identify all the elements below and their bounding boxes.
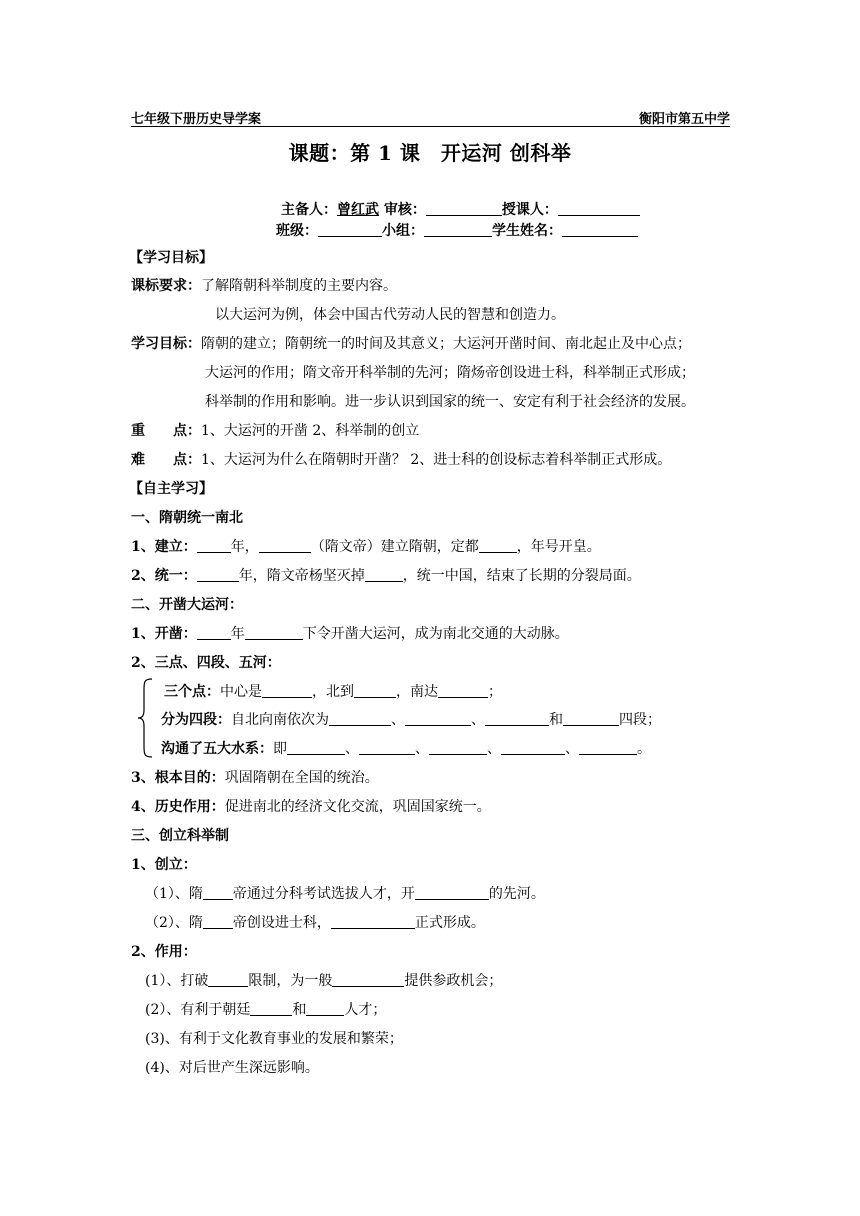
group-label: 小组： (382, 223, 424, 239)
section-3-title: 三、创立科举制 (131, 828, 229, 844)
system-blank[interactable] (331, 914, 415, 929)
effect-item-1-text-a: (1）、打破 (145, 973, 209, 989)
establish-capital-blank[interactable] (479, 538, 517, 553)
goals-text-1: 隋朝的建立；隋朝统一的时间及其意义；大运河开凿时间、南北起止及中心点； (201, 336, 691, 352)
three-points-label: 三个点： (164, 684, 220, 700)
effect-item-1-text-c: 提供参政机会； (404, 973, 503, 989)
requirements-line-1 (131, 277, 397, 295)
separator: 、 (471, 712, 485, 728)
establish-text-b: （隋文帝）建立隋朝，定都 (310, 539, 479, 555)
teacher-label: 授课人： (501, 202, 558, 218)
establish-text-c: ，年号开皇。 (516, 539, 601, 555)
effect-item-3: (3)、有利于文化教育事业的发展和繁荣； (145, 1031, 403, 1047)
header-right: 衡阳市第五中学 (638, 112, 730, 127)
four-segments-end: 四段； (619, 712, 661, 728)
segment-blank-2[interactable] (405, 711, 471, 726)
create-item-2-text-c: 正式形成。 (414, 915, 485, 931)
dig-text-b: 下令开凿大运河，成为南北交通的大动脉。 (302, 626, 569, 642)
preparer-line (281, 201, 640, 219)
header-left: 七年级下册历史导学案 (131, 112, 262, 127)
separator: 、 (565, 741, 579, 757)
establish-label: 1、建立： (131, 539, 197, 555)
and-text: 和 (549, 712, 563, 728)
three-points-text-a: 中心是 (220, 684, 262, 700)
preparer-name: 曾红武 (337, 202, 379, 218)
river-blank-1[interactable] (287, 740, 345, 755)
unify-line (131, 567, 641, 585)
four-segments-line (161, 711, 661, 729)
purpose-label: 3、根本目的： (131, 770, 225, 786)
five-rivers-text-a: 即 (273, 741, 287, 757)
unify-year-blank[interactable] (197, 567, 239, 582)
historical-role-line (131, 798, 491, 816)
five-rivers-end: 。 (637, 741, 651, 757)
three-points-line (164, 683, 502, 701)
unify-label: 2、统一： (131, 568, 197, 584)
dig-year-blank[interactable] (197, 625, 231, 640)
separator: 、 (391, 712, 405, 728)
lesson-title: 课题：第 1 课 开运河 创科举 (288, 141, 572, 165)
create-item-1-text-b: 帝通过分科考试选拔人才，开 (232, 886, 415, 902)
river-blank-5[interactable] (579, 740, 637, 755)
self-study-heading: 【自主学习】 (129, 481, 213, 497)
effect-item-4: (4)、对后世产生深远影响。 (145, 1060, 319, 1076)
separator: 、 (345, 741, 359, 757)
create-label: 1、创立： (131, 857, 197, 873)
class-line (276, 222, 638, 240)
group-blank[interactable] (424, 222, 492, 237)
dig-line (131, 625, 569, 643)
precedent-blank[interactable] (415, 885, 489, 900)
historical-role-text: 促进南北的经济文化交流，巩固国家统一。 (224, 799, 491, 815)
river-blank-4[interactable] (501, 740, 565, 755)
effect-item-1-text-b: 限制，为一般 (248, 973, 333, 989)
create-item-1-text-a: （1）、隋 (145, 886, 203, 902)
goals-line-1 (131, 335, 691, 353)
reviewer-label: 审核： (379, 202, 426, 218)
river-blank-3[interactable] (429, 740, 487, 755)
requirements-label: 课标要求： (131, 278, 201, 294)
people-blank[interactable] (332, 972, 404, 987)
five-rivers-line (161, 740, 651, 758)
goals-line-3: 科举制的作用和影响。进一步认识到国家的统一、安定有利于社会经济的发展。 (205, 394, 695, 410)
restriction-blank[interactable] (208, 972, 248, 987)
effect-item-1 (145, 972, 502, 990)
create-item-2-text-b: 帝创设进士科， (232, 915, 331, 931)
unify-text-b: ，统一中国，结束了长期的分裂局面。 (402, 568, 641, 584)
goals-label: 学习目标： (131, 336, 201, 352)
establish-text-a: 年， (230, 539, 259, 555)
effect-item-2-text-a: (2）、有利于朝廷 (145, 1002, 251, 1018)
requirements-line-2: 以大运河为例，体会中国古代劳动人民的智慧和创造力。 (215, 307, 565, 323)
difficult-points-text: 1、大运河为什么在隋朝时开凿？ 2、进士科的创设标志着科举制正式形成。 (201, 452, 672, 468)
key-points-line (131, 422, 419, 440)
goals-line-2: 大运河的作用；隋文帝开科举制的先河；隋炀帝创设进士科，科举制正式形成； (205, 365, 695, 381)
historical-role-label: 4、历史作用： (131, 799, 225, 815)
north-blank[interactable] (354, 683, 396, 698)
three-four-five-title: 2、三点、四段、五河： (131, 655, 281, 671)
objectives-heading: 【学习目标】 (129, 250, 213, 266)
four-segments-label: 分为四段： (161, 712, 231, 728)
establish-year-blank[interactable] (197, 538, 231, 553)
requirements-text-1: 了解隋朝科举制度的主要内容。 (201, 278, 397, 294)
talent-blank-2[interactable] (306, 1001, 344, 1016)
page-header (131, 108, 730, 127)
effect-item-2-text-c: 人才； (344, 1002, 387, 1018)
unify-state-blank[interactable] (365, 567, 403, 582)
reviewer-blank[interactable] (426, 201, 502, 216)
south-blank[interactable] (438, 683, 488, 698)
create-item-1-text-c: 的先河。 (488, 886, 545, 902)
effect-item-2 (145, 1001, 386, 1019)
segment-blank-4[interactable] (563, 711, 619, 726)
student-blank[interactable] (562, 222, 638, 237)
purpose-line (131, 769, 379, 787)
create-item-1 (145, 885, 545, 903)
three-points-text-b: ，北到 (312, 684, 354, 700)
center-blank[interactable] (262, 683, 312, 698)
create-item-2-text-a: （2）、隋 (145, 915, 203, 931)
key-points-text: 1、大运河的开凿 2、科举制的创立 (201, 423, 420, 439)
section-1-title: 一、隋朝统一南北 (131, 510, 243, 526)
three-points-text-d: ； (488, 684, 502, 700)
four-segments-text-a: 自北向南依次为 (231, 712, 329, 728)
curly-brace-icon (136, 678, 156, 758)
dig-label: 1、开凿： (131, 626, 197, 642)
segment-blank-1[interactable] (329, 711, 391, 726)
teacher-blank[interactable] (558, 201, 640, 216)
key-points-label: 重 点： (131, 423, 201, 439)
dig-text-a: 年 (230, 626, 245, 642)
difficult-points-line (131, 451, 671, 469)
dig-emperor-blank[interactable] (245, 625, 303, 640)
five-rivers-label: 沟通了五大水系： (161, 741, 273, 757)
separator: 、 (415, 741, 429, 757)
segment-blank-3[interactable] (485, 711, 549, 726)
effect-label: 2、作用： (131, 944, 197, 960)
talent-blank-1[interactable] (250, 1001, 292, 1016)
class-label: 班级： (276, 223, 318, 239)
emperor-blank-1[interactable] (203, 885, 233, 900)
emperor-blank-2[interactable] (203, 914, 233, 929)
purpose-text: 巩固隋朝在全国的统治。 (224, 770, 379, 786)
student-label: 学生姓名： (492, 223, 562, 239)
difficult-points-label: 难 点： (131, 452, 201, 468)
separator: 、 (487, 741, 501, 757)
establish-line (131, 538, 601, 556)
three-points-text-c: ，南达 (396, 684, 438, 700)
class-blank[interactable] (318, 222, 382, 237)
establish-founder-blank[interactable] (259, 538, 311, 553)
create-item-2 (145, 914, 485, 932)
river-blank-2[interactable] (359, 740, 415, 755)
unify-text-a: 年，隋文帝杨坚灭掉 (238, 568, 365, 584)
section-2-title: 二、开凿大运河： (131, 597, 243, 613)
preparer-label: 主备人： (281, 202, 337, 218)
effect-item-2-text-b: 和 (292, 1002, 307, 1018)
